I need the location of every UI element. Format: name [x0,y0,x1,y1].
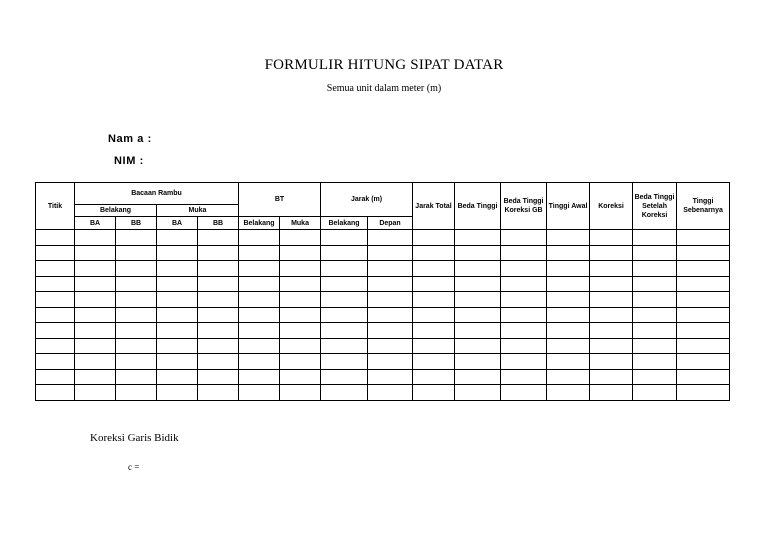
table-cell[interactable] [280,245,321,261]
table-cell[interactable] [239,369,280,385]
header-koreksi: Koreksi [590,183,633,230]
table-cell[interactable] [590,385,633,401]
header-tinggi-sebenarnya: Tinggi Sebenarnya [677,183,730,230]
table-cell[interactable] [633,245,677,261]
table-cell[interactable] [116,245,157,261]
table-cell[interactable] [677,323,730,339]
table-cell[interactable] [75,276,116,292]
form-title: FORMULIR HITUNG SIPAT DATAR [264,57,504,73]
table-cell[interactable] [677,385,730,401]
table-cell[interactable] [590,261,633,277]
table-cell[interactable] [116,323,157,339]
table-cell[interactable] [677,338,730,354]
table-cell[interactable] [198,292,239,308]
header-jarak: Jarak (m) [321,183,413,217]
table-cell[interactable] [198,354,239,370]
table-cell[interactable] [198,230,239,246]
header-bacaan-rambu: Bacaan Rambu [75,183,239,205]
table-cell[interactable] [116,230,157,246]
table-cell[interactable] [280,261,321,277]
table-cell[interactable] [677,307,730,323]
table-cell[interactable] [590,354,633,370]
table-cell[interactable] [547,307,590,323]
table-cell[interactable] [239,354,280,370]
table-cell[interactable] [321,276,368,292]
table-cell[interactable] [413,369,455,385]
table-cell[interactable] [455,354,501,370]
table-cell[interactable] [368,307,413,323]
table-cell[interactable] [368,292,413,308]
table-cell[interactable] [413,354,455,370]
table-cell[interactable] [501,245,547,261]
table-cell[interactable] [455,307,501,323]
table-cell[interactable] [547,354,590,370]
table-cell[interactable] [633,276,677,292]
table-cell[interactable] [633,385,677,401]
table-cell[interactable] [368,338,413,354]
table-cell[interactable] [116,385,157,401]
table-cell[interactable] [157,369,198,385]
table-cell[interactable] [280,323,321,339]
table-cell[interactable] [36,230,75,246]
table-cell[interactable] [75,338,116,354]
table-row [36,245,730,261]
table-cell[interactable] [198,385,239,401]
table-cell[interactable] [368,323,413,339]
table-cell[interactable] [547,385,590,401]
table-cell[interactable] [413,338,455,354]
table-row [36,276,730,292]
table-row [36,230,730,246]
table-cell[interactable] [157,292,198,308]
table-cell[interactable] [501,338,547,354]
table-cell[interactable] [321,323,368,339]
table-cell[interactable] [321,292,368,308]
table-cell[interactable] [239,338,280,354]
header-muka: Muka [157,205,239,217]
table-cell[interactable] [368,369,413,385]
table-cell[interactable] [36,354,75,370]
table-cell[interactable] [547,276,590,292]
table-cell[interactable] [75,323,116,339]
table-cell[interactable] [455,385,501,401]
table-cell[interactable] [157,261,198,277]
table-cell[interactable] [455,245,501,261]
table-cell[interactable] [501,292,547,308]
table-cell[interactable] [633,292,677,308]
table-cell[interactable] [547,292,590,308]
table-row [36,354,730,370]
table-cell[interactable] [547,230,590,246]
table-cell[interactable] [36,369,75,385]
table-cell[interactable] [75,354,116,370]
table-cell[interactable] [501,385,547,401]
table-cell[interactable] [677,369,730,385]
table-cell[interactable] [321,307,368,323]
table-cell[interactable] [413,323,455,339]
table-cell[interactable] [413,261,455,277]
table-cell[interactable] [280,369,321,385]
table-cell[interactable] [455,230,501,246]
table-cell[interactable] [547,338,590,354]
table-cell[interactable] [590,323,633,339]
table-cell[interactable] [36,245,75,261]
header-ba-muka: BA [157,217,198,230]
table-row [36,369,730,385]
table-cell[interactable] [321,354,368,370]
table-cell[interactable] [239,245,280,261]
header-bt-muka: Muka [280,217,321,230]
table-cell[interactable] [157,245,198,261]
table-cell[interactable] [75,369,116,385]
table-cell[interactable] [677,245,730,261]
table-cell[interactable] [157,338,198,354]
header-belakang: Belakang [75,205,157,217]
table-cell[interactable] [75,307,116,323]
table-row [36,338,730,354]
table-cell[interactable] [368,354,413,370]
table-cell[interactable] [413,276,455,292]
table-cell[interactable] [321,230,368,246]
table-cell[interactable] [368,385,413,401]
table-cell[interactable] [501,307,547,323]
table-cell[interactable] [198,338,239,354]
table-cell[interactable] [280,292,321,308]
table-cell[interactable] [368,276,413,292]
table-cell[interactable] [413,245,455,261]
table-cell[interactable] [198,369,239,385]
table-cell[interactable] [633,354,677,370]
table-cell[interactable] [75,385,116,401]
table-cell[interactable] [455,276,501,292]
table-cell[interactable] [633,338,677,354]
form-subtitle: Semua unit dalam meter (m) [326,83,442,94]
table-cell[interactable] [590,276,633,292]
table-row [36,261,730,277]
leveling-table [35,182,730,401]
table-body [36,230,730,401]
table-cell[interactable] [321,338,368,354]
table-row [36,385,730,401]
table-cell[interactable] [280,354,321,370]
table-cell[interactable] [116,292,157,308]
table-cell[interactable] [547,369,590,385]
table-cell[interactable] [547,261,590,277]
table-cell[interactable] [116,307,157,323]
table-cell[interactable] [116,338,157,354]
table-cell[interactable] [157,323,198,339]
table-cell[interactable] [198,323,239,339]
table-cell[interactable] [157,307,198,323]
table-row [36,292,730,308]
table-cell[interactable] [633,230,677,246]
table-cell[interactable] [455,292,501,308]
table-cell[interactable] [590,292,633,308]
header-bb-belakang: BB [116,217,157,230]
nama-label: Nam a : [108,133,152,145]
header-titik: Titik [36,183,75,230]
table-cell[interactable] [413,385,455,401]
table-cell[interactable] [677,292,730,308]
header-ba-belakang: BA [75,217,116,230]
table-cell[interactable] [239,323,280,339]
table-cell[interactable] [157,385,198,401]
table-cell[interactable] [590,369,633,385]
koreksi-garis-bidik-label: Koreksi Garis Bidik [90,432,179,444]
table-cell[interactable] [157,276,198,292]
table-cell[interactable] [590,230,633,246]
table-cell[interactable] [501,276,547,292]
koreksi-equation: c = [128,462,140,472]
table-row [36,323,730,339]
table-cell[interactable] [36,261,75,277]
table-cell[interactable] [116,369,157,385]
table-cell[interactable] [677,276,730,292]
table-cell[interactable] [501,261,547,277]
table-cell[interactable] [547,323,590,339]
header-jarak-belakang: Belakang [321,217,368,230]
table-cell[interactable] [501,323,547,339]
table-cell[interactable] [677,354,730,370]
table-cell[interactable] [36,292,75,308]
table-cell[interactable] [36,385,75,401]
table-cell[interactable] [239,385,280,401]
table-cell[interactable] [633,307,677,323]
table-cell[interactable] [75,245,116,261]
table-cell[interactable] [239,307,280,323]
table-cell[interactable] [280,230,321,246]
table-cell[interactable] [590,245,633,261]
table-cell[interactable] [590,307,633,323]
table-cell[interactable] [198,276,239,292]
table-cell[interactable] [280,307,321,323]
table-cell[interactable] [368,261,413,277]
table-cell[interactable] [36,307,75,323]
header-bt-belakang: Belakang [239,217,280,230]
table-cell[interactable] [501,369,547,385]
table-cell[interactable] [198,261,239,277]
table-cell[interactable] [75,261,116,277]
table-cell[interactable] [455,323,501,339]
table-cell[interactable] [321,245,368,261]
header-tinggi-awal: Tinggi Awal [547,183,590,230]
table-cell[interactable] [280,276,321,292]
nim-label: NIM : [114,155,144,167]
table-cell[interactable] [321,385,368,401]
table-cell[interactable] [75,292,116,308]
header-bb-muka: BB [198,217,239,230]
header-beda-tinggi-koreksi-gb: Beda Tinggi Koreksi GB [501,183,547,230]
table-cell[interactable] [239,276,280,292]
table-cell[interactable] [455,338,501,354]
table-cell[interactable] [413,292,455,308]
header-jarak-total: Jarak Total [413,183,455,230]
table-cell[interactable] [677,230,730,246]
table-cell[interactable] [198,245,239,261]
header-jarak-depan: Depan [368,217,413,230]
table-cell[interactable] [368,230,413,246]
table-cell[interactable] [633,369,677,385]
table-cell[interactable] [75,230,116,246]
table-cell[interactable] [36,338,75,354]
table-cell[interactable] [157,354,198,370]
table-cell[interactable] [455,369,501,385]
table-cell[interactable] [321,261,368,277]
header-beda-tinggi-setelah-koreksi: Beda Tinggi Setelah Koreksi [633,183,677,230]
table-cell[interactable] [116,276,157,292]
table-cell[interactable] [501,354,547,370]
table-cell[interactable] [239,230,280,246]
table-cell[interactable] [36,323,75,339]
table-cell[interactable] [677,261,730,277]
table-cell[interactable] [116,354,157,370]
table-cell[interactable] [413,307,455,323]
table-cell[interactable] [239,261,280,277]
table-cell[interactable] [501,230,547,246]
table-cell[interactable] [198,307,239,323]
table-cell[interactable] [413,230,455,246]
table-cell[interactable] [633,323,677,339]
header-bt: BT [239,183,321,217]
table-cell[interactable] [633,261,677,277]
table-cell[interactable] [280,338,321,354]
table-cell[interactable] [157,230,198,246]
table-cell[interactable] [36,276,75,292]
header-beda-tinggi: Beda Tinggi [455,183,501,230]
table-cell[interactable] [590,338,633,354]
table-row [36,307,730,323]
table-cell[interactable] [455,261,501,277]
table-cell[interactable] [116,261,157,277]
table-cell[interactable] [368,245,413,261]
table-cell[interactable] [239,292,280,308]
table-cell[interactable] [280,385,321,401]
table-cell[interactable] [321,369,368,385]
table-cell[interactable] [547,245,590,261]
